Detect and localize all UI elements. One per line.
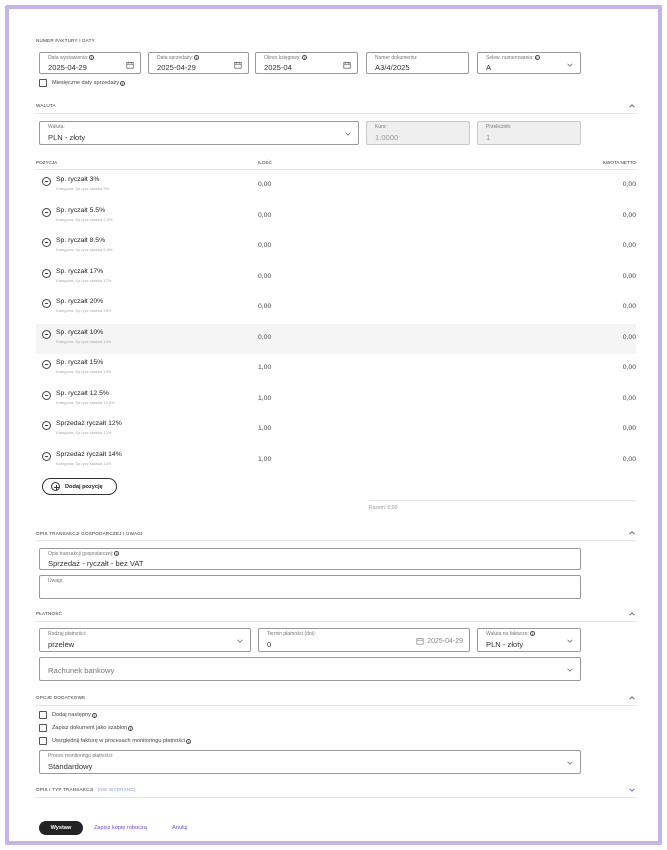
position-quantity[interactable]: 0,00 — [258, 211, 272, 219]
position-category: Kategoria: Sp.rycz stawka 8,5% — [56, 247, 113, 252]
converter-field[interactable] — [477, 121, 581, 145]
position-net-amount[interactable]: 0,00 — [622, 425, 636, 432]
divider — [36, 169, 636, 170]
converter-label: Przelicznik: — [486, 124, 512, 130]
calendar-icon[interactable] — [234, 61, 242, 69]
info-icon: i — [120, 81, 125, 86]
position-row — [36, 263, 636, 293]
position-quantity[interactable]: 0,00 — [258, 242, 272, 249]
monthly-sale-dates-label: Miesięczne daty sprzedaży — [52, 80, 120, 86]
remove-circle-icon[interactable] — [42, 208, 51, 217]
description-label: Opis transakcji gospodarczej: — [48, 551, 114, 557]
exchange-rate-field[interactable] — [366, 121, 470, 145]
section-title-description: OPIS TRANSAKCJI GOSPODARCZEJ I UWAGI — [36, 531, 143, 536]
chevron-up-icon[interactable] — [628, 694, 636, 702]
column-header-position: POZYCJA — [36, 160, 58, 165]
chevron-up-icon[interactable] — [628, 610, 636, 618]
position-category: Kategoria: Sp.rycz stawka 15% — [56, 369, 112, 374]
chevron-down-icon — [566, 759, 574, 767]
sale-date-value: 2025-04-29 — [157, 63, 196, 72]
position-net-amount[interactable]: 0,00 — [622, 394, 636, 402]
position-quantity[interactable]: 1,00 — [258, 455, 272, 463]
payment-due-date-value: 2025-04-29 — [427, 637, 463, 645]
position-row — [36, 446, 636, 476]
rate-value: 1.0000 — [375, 133, 399, 142]
position-net-amount[interactable]: 0,00 — [622, 333, 636, 341]
position-quantity[interactable]: 0,00 — [258, 303, 272, 310]
remove-circle-icon[interactable] — [42, 391, 51, 400]
info-icon: i — [535, 55, 540, 60]
chevron-down-icon — [344, 130, 352, 138]
payment-due-date[interactable] — [416, 637, 463, 645]
position-row — [36, 354, 636, 384]
divider — [36, 797, 636, 798]
divider — [36, 621, 636, 622]
section-title-payment: PŁATNOŚĆ — [36, 611, 63, 616]
divider — [36, 540, 636, 541]
chevron-up-icon[interactable] — [628, 529, 636, 537]
position-net-amount[interactable]: 0,00 — [622, 364, 636, 371]
option-add-next[interactable] — [39, 711, 97, 719]
document-number-field[interactable] — [366, 52, 469, 74]
plus-circle-icon — [51, 482, 60, 491]
numbering-value: A — [486, 63, 492, 72]
position-row — [36, 324, 636, 354]
notes-label: Uwagi: — [48, 578, 64, 584]
position-name: Sp. ryczałt 8.5% — [56, 237, 106, 244]
payment-monitoring-checkbox[interactable] — [39, 737, 47, 745]
bank-account-placeholder: Rachunek bankowy — [48, 666, 115, 675]
position-row — [36, 202, 636, 232]
section-title-transaction-type — [36, 787, 136, 792]
column-header-net-amount: KWOTA NETTO — [602, 160, 636, 165]
info-icon: i — [128, 726, 133, 731]
option-save-template[interactable] — [39, 724, 133, 732]
currency-value: PLN - złoty — [48, 133, 86, 142]
remove-circle-icon[interactable] — [42, 330, 51, 339]
option-payment-monitoring[interactable] — [39, 737, 191, 745]
section-title-dates: NUMER FAKTURY I DATY — [36, 38, 95, 43]
bank-account-select[interactable] — [39, 657, 581, 681]
column-header-quantity: ILOŚĆ — [258, 160, 272, 165]
position-quantity[interactable]: 0,00 — [258, 333, 272, 341]
doc-number-label: Numer dokumentu: — [375, 55, 418, 61]
transaction-type-title: OPIS I TYP TRANSAKCJI — [36, 787, 94, 792]
position-name: Sp. ryczałt 12.5% — [56, 389, 109, 397]
info-icon: i — [89, 55, 94, 60]
position-name: Sp. ryczałt 17% — [56, 267, 104, 275]
position-category: Kategoria: Sp.rycz stawka 14% — [56, 460, 112, 466]
info-icon: i — [530, 631, 535, 636]
section-title-currency: WALUTA — [36, 103, 56, 108]
position-row — [36, 232, 636, 262]
payment-term-field[interactable] — [258, 628, 470, 652]
cancel-link[interactable]: Anuluj — [172, 825, 188, 831]
chevron-down-icon — [566, 666, 574, 674]
payment-term-value: 0 — [267, 640, 272, 649]
transaction-description-field[interactable] — [39, 548, 581, 570]
save-template-label: Zapisz dokument jako szablon — [52, 725, 128, 731]
position-category: Kategoria: Sp.rycz stawka 12% — [56, 430, 112, 435]
payment-method-value: przelew — [48, 640, 75, 649]
numbering-select[interactable] — [477, 52, 581, 74]
total-label: Razem: — [369, 505, 387, 511]
position-net-amount[interactable]: 0,00 — [622, 272, 636, 280]
description-value: Sprzedaż - ryczałt - bez VAT — [48, 559, 144, 568]
position-net-amount[interactable]: 0,00 — [622, 303, 636, 310]
position-name: Sp. ryczałt 20% — [56, 298, 104, 305]
calendar-icon[interactable] — [126, 61, 134, 69]
add-position-button[interactable] — [42, 478, 117, 495]
issue-date-value: 2025-04-29 — [48, 63, 87, 72]
position-name: Sprzedaż ryczałt 12% — [56, 420, 122, 427]
total-value: 0,00 — [387, 505, 398, 511]
currency-select[interactable] — [39, 121, 359, 145]
info-icon: i — [114, 551, 119, 556]
accounting-period-field[interactable] — [255, 52, 358, 74]
position-quantity[interactable]: 1,00 — [258, 364, 272, 371]
position-net-amount[interactable]: 0,00 — [622, 211, 636, 219]
monthly-sale-dates-checkbox[interactable] — [39, 79, 47, 87]
payment-term-label: Termin płatności (dni): — [267, 631, 316, 637]
divider — [36, 113, 636, 114]
save-draft-link[interactable]: Zapisz kopię roboczą — [94, 825, 147, 831]
issue-invoice-button[interactable]: Wystaw — [39, 821, 83, 835]
chevron-up-icon[interactable] — [628, 102, 636, 110]
monitoring-label: Proces monitoringu płatności: — [48, 753, 114, 759]
period-label: Okres księgowy: — [264, 55, 301, 61]
remove-circle-icon[interactable] — [42, 177, 51, 186]
monthly-sale-dates-option[interactable] — [39, 79, 125, 87]
payment-method-select[interactable] — [39, 628, 251, 652]
add-next-label: Dodaj następny — [52, 712, 91, 718]
period-value: 2025-04 — [264, 63, 292, 72]
invoice-currency-label: Waluta na fakturze: — [486, 631, 529, 637]
section-title-options: OPCJE DODATKOWE — [36, 695, 86, 700]
position-name: Sp. ryczałt 10% — [56, 328, 104, 336]
info-icon: i — [186, 739, 191, 744]
numbering-label: Selew. numerowania: — [486, 55, 534, 61]
save-template-checkbox[interactable] — [39, 724, 47, 732]
payment-monitoring-label: Uwzględnij fakturę w procesach monitoringu płatności — [52, 738, 186, 744]
chevron-down-icon — [236, 637, 244, 645]
info-icon: i — [302, 55, 307, 60]
position-net-amount[interactable]: 0,00 — [622, 181, 636, 188]
add-position-label: Dodaj pozycję — [65, 483, 103, 490]
invoice-currency-value: PLN - złoty — [486, 640, 524, 649]
position-quantity[interactable]: 1,00 — [258, 425, 272, 432]
issue-date-field[interactable] — [39, 52, 141, 74]
position-net-amount[interactable]: 0,00 — [622, 455, 636, 463]
remove-circle-icon[interactable] — [42, 360, 51, 369]
position-name: Sprzedaż ryczałt 14% — [56, 450, 122, 458]
total-net — [369, 505, 397, 511]
sale-date-field[interactable] — [148, 52, 249, 74]
chevron-down-icon[interactable] — [628, 786, 636, 794]
doc-number-value: A3/4/2025 — [375, 63, 410, 72]
remove-circle-icon[interactable] — [42, 238, 51, 247]
divider — [369, 500, 636, 501]
currency-label: Waluta: — [48, 124, 65, 130]
info-icon: i — [92, 713, 97, 718]
not-selected-tag: (NIE WYBRANO) — [97, 787, 136, 792]
issue-date-label: Data wystawienia: — [48, 55, 89, 61]
rate-label: Kurs: — [375, 124, 387, 130]
remove-circle-icon[interactable] — [42, 452, 51, 461]
notes-field[interactable] — [39, 575, 581, 599]
chevron-down-icon — [566, 61, 574, 69]
remove-circle-icon[interactable] — [42, 421, 51, 430]
position-row — [36, 415, 636, 445]
remove-circle-icon[interactable] — [42, 299, 51, 308]
divider — [36, 705, 636, 706]
position-category: Kategoria: Sp.rycz stawka 20% — [56, 308, 112, 313]
invoice-form-frame — [5, 5, 662, 845]
position-net-amount[interactable]: 0,00 — [622, 242, 636, 249]
position-row — [36, 385, 636, 415]
position-quantity[interactable]: 1,00 — [258, 394, 272, 402]
info-icon: i — [194, 55, 199, 60]
position-category: Kategoria: Sp.rycz stawka 17% — [56, 277, 112, 283]
converter-value: 1 — [486, 133, 491, 142]
sale-date-label: Data sprzedaży: — [157, 55, 194, 61]
chevron-down-icon — [566, 637, 574, 645]
position-category: Kategoria: Sp.rycz stawka 5,5% — [56, 216, 113, 222]
position-name: Sp. ryczałt 3% — [56, 176, 100, 183]
position-category: Kategoria: Sp.rycz stawka 10% — [56, 338, 112, 344]
calendar-icon[interactable] — [343, 61, 351, 69]
payment-method-label: Rodzaj płatności: — [48, 631, 87, 637]
position-category: Kategoria: Sp.rycz stawka 12,5% — [56, 399, 115, 405]
position-name: Sp. ryczałt 5.5% — [56, 206, 106, 214]
position-row — [36, 293, 636, 323]
add-next-checkbox[interactable] — [39, 711, 47, 719]
invoice-currency-select[interactable] — [477, 628, 581, 652]
position-row — [36, 171, 636, 201]
monitoring-process-select[interactable] — [39, 750, 581, 774]
remove-circle-icon[interactable] — [42, 269, 51, 278]
position-quantity[interactable]: 0,00 — [258, 181, 272, 188]
position-category: Kategoria: Sp.rycz stawka 3% — [56, 186, 110, 191]
monitoring-value: Standardowy — [48, 762, 93, 771]
position-name: Sp. ryczałt 15% — [56, 359, 104, 366]
position-quantity[interactable]: 0,00 — [258, 272, 272, 280]
calendar-icon — [416, 637, 424, 645]
